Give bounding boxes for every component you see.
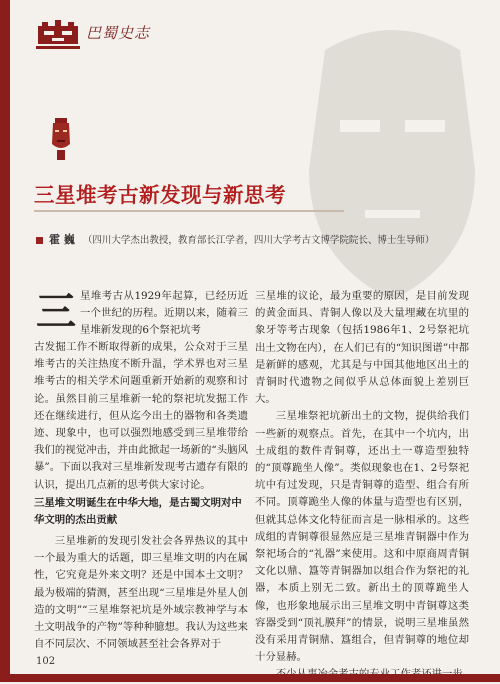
author-line	[36, 231, 434, 247]
body-paragraph: 三星堆祭祀坑新出土的文物，提供给我们一些新的观察点。首先，在其中一个坑内，出土成组的数件青铜尊，还出土一尊造型独特的“顶尊跪坐人像”。类似现象也在1、2号祭祀坑中有过发现，只是青铜尊的造型、组合有所不同。顶尊跪坐人像的体量与造型也有区别，但就其总体文化特征而言是一脉相承的。这些成组的青铜尊很显然应是三星堆青铜器中作为祭祀场合的“礼器”来使用。这和中原商周青铜文化以鼎、簋等青铜器加以组合作为祭祀的礼器，本质上别无二致。新出土的顶尊跪坐人像，也形象地展示出三星堆文明中青铜尊这类容器受到“顶礼膜拜”的情景，说明三星堆虽然没有采用青铜鼎、簋组合，但青铜尊的地位却十分显赫。	[255, 410, 469, 664]
bottom-border-bar	[10, 674, 500, 682]
bronze-mask-logo-icon	[36, 20, 80, 50]
bronze-mask-watermark-icon	[285, 10, 500, 310]
left-column-body	[34, 533, 248, 653]
title-divider	[34, 210, 344, 212]
body-paragraph: 三星堆新的发现引发社会各界热议的其中一个最为重大的话题，即三星堆文明的内在属性，它究竟是外来文明？还是中国本土文明？最为极端的猜测，甚至出现“三星堆是外星人创造的文明”“三星堆祭祀坑是外域宗教神学与本土文明战争的产物”等种种臆想。我认为这些来自不同层次、不同领域甚至社会各界对于	[34, 535, 248, 651]
section-heading: 三星堆文明诞生在中华大地，是古蜀文明对中华文明的杰出贡献	[34, 497, 242, 526]
bronze-head-figure-icon	[50, 118, 72, 160]
article-title: 三星堆考古新发现与新思考	[34, 183, 286, 207]
left-border-bar	[0, 0, 10, 682]
author-marker-icon	[36, 237, 43, 244]
author-name: 霍 巍	[49, 233, 75, 246]
right-column-body	[255, 288, 469, 684]
page-number: 102	[36, 656, 56, 667]
drop-cap: 三	[36, 289, 76, 335]
journal-title: 巴蜀史志	[86, 24, 151, 42]
author-affiliation: （四川大学杰出教授，教育部长江学者，四川大学考古文博学院院长、博士生导师）	[82, 235, 435, 246]
first-paragraph-start: 星堆考古从1929年起算，已经历近一个世纪的历程。近期以来，随着三星堆新发现的6个祭祀坑考	[80, 290, 248, 337]
first-paragraph-rest: 古发掘工作不断取得新的成果，公众对于三星堆考古的关注热度不断升温，学术界也对三星堆考古的相关学术问题重新开始新的观察和讨论。虽然目前三星堆新一轮的祭祀坑发掘工作还在继续进行，但从迄今出土的器物和各类遗迹、现象中，也可以强烈地感受到三星堆带给我们的视觉冲击，并由此掀起一场新的“头脑风暴”。下面以我对三星堆新发现考古遗存有限的认识，提出几点新的思考供大家讨论。	[34, 341, 248, 491]
body-paragraph: 三星堆的议论，最为重要的原因，是目前发现的黄金面具、青铜人像以及大量埋藏在坑里的象牙等考古现象（包括1986年1、2号祭祀坑出土文物在内），在人们已有的“知识图谱”中都是新鲜的感观，尤其是与中国其他地区出土的青铜时代遗物之间似乎从总体面貌上差别巨大。	[255, 290, 469, 406]
